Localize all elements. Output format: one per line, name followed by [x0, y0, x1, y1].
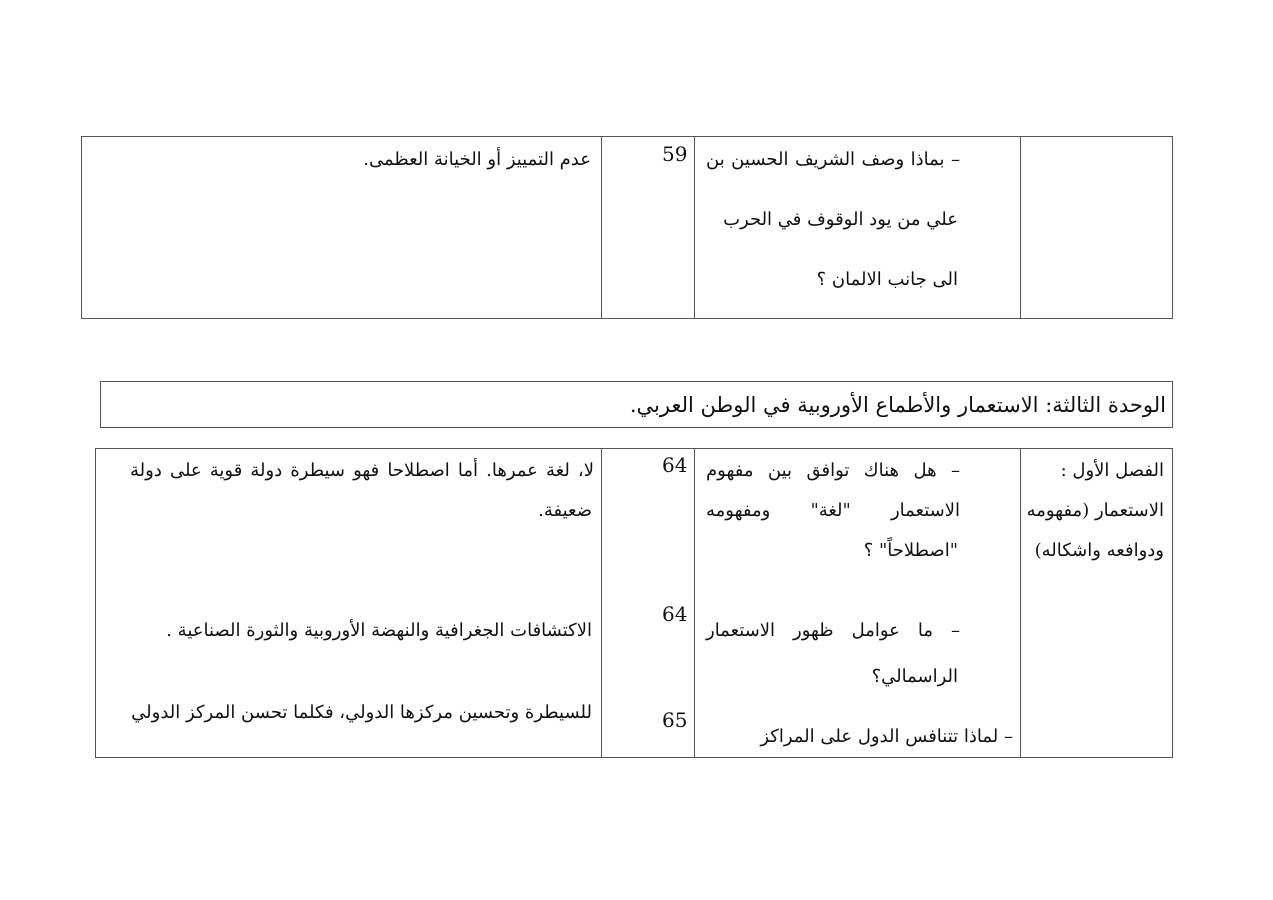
unit-heading-box — [100, 381, 1173, 428]
column-divider — [694, 137, 695, 318]
question-line: – لماذا تتنافس الدول على المراكز — [760, 726, 1013, 747]
answer-text: الاكتشافات الجغرافية والنهضة الأوروبية والثورة الصناعية . — [166, 620, 592, 641]
answer-text: عدم التمييز أو الخيانة العظمى. — [363, 149, 591, 170]
question-line: علي من يود الوقوف في الحرب — [723, 209, 958, 230]
question-line: الراسمالي؟ — [871, 666, 958, 687]
question-line: الاستعمار "لغة" ومفهومه — [706, 500, 960, 521]
answer-line: ضعيفة. — [538, 500, 592, 521]
page-number: 64 — [662, 453, 688, 477]
page-number: 59 — [662, 142, 688, 166]
column-divider — [1020, 449, 1021, 757]
column-divider — [1020, 137, 1021, 318]
question-line: – هل هناك توافق بين مفهوم — [706, 460, 960, 481]
chapter-line: الفصل الأول : — [1060, 460, 1164, 481]
chapter-line: ودوافعه واشكاله) — [1034, 540, 1164, 561]
question-line: – بماذا وصف الشريف الحسين بن — [706, 149, 960, 170]
column-divider — [694, 449, 695, 757]
column-divider — [601, 137, 602, 318]
page-number: 64 — [662, 602, 688, 626]
answer-text: للسيطرة وتحسين مركزها الدولي، فكلما تحسن المركز الدولي — [131, 702, 592, 723]
question-line: – ما عوامل ظهور الاستعمار — [706, 620, 960, 641]
column-divider — [601, 449, 602, 757]
chapter-line: الاستعمار (مفهومه — [1026, 500, 1164, 521]
page-number: 65 — [662, 708, 688, 732]
table-unit-three — [95, 448, 1173, 758]
question-line: الى جانب الالمان ؟ — [816, 269, 958, 290]
unit-heading: الوحدة الثالثة: الاستعمار والأطماع الأوروبية في الوطن العربي. — [629, 393, 1166, 417]
answer-line: لا، لغة عمرها. أما اصطلاحا فهو سيطرة دولة قوية على دولة — [130, 460, 594, 481]
question-line: "اصطلاحاً" ؟ — [863, 540, 958, 561]
table-continuation — [81, 136, 1173, 319]
